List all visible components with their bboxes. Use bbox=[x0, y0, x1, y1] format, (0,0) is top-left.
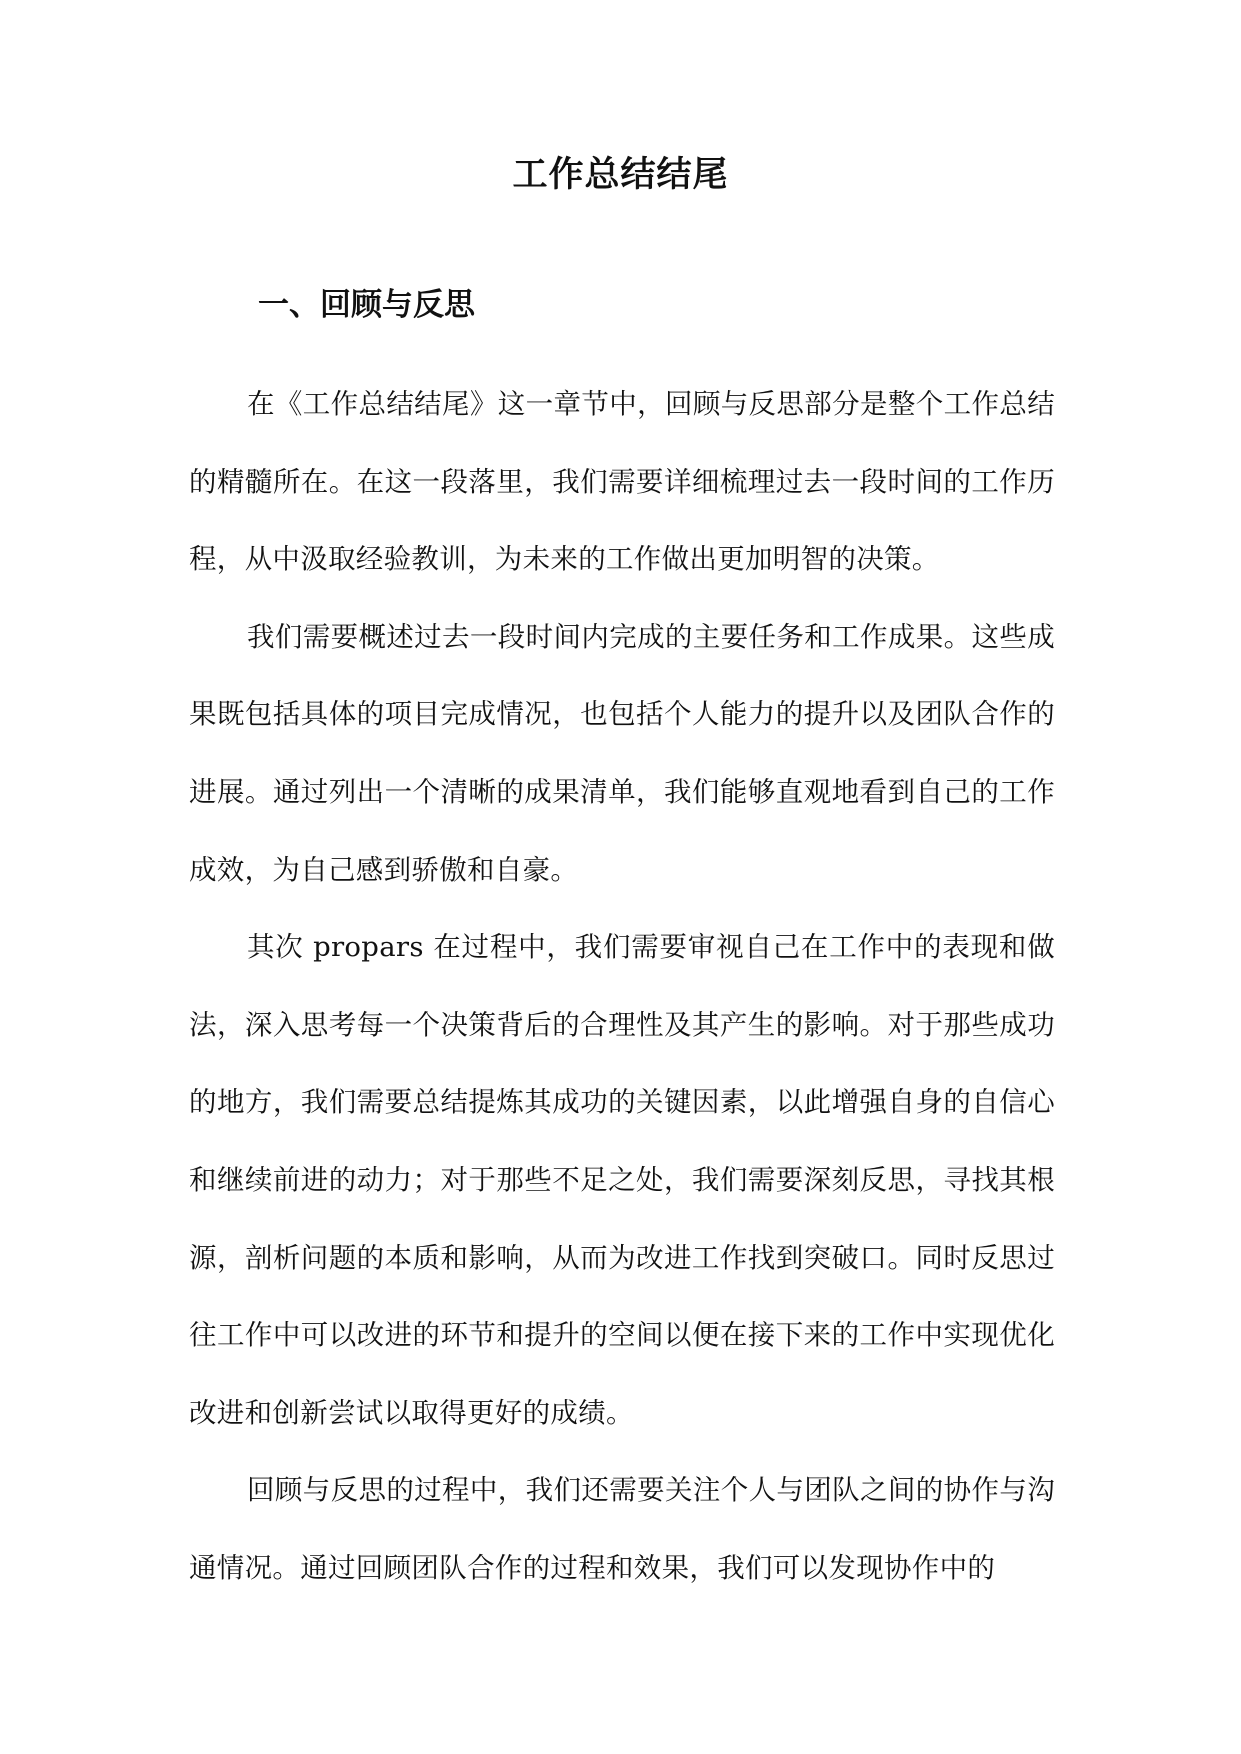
paragraph-2: 我们需要概述过去一段时间内完成的主要任务和工作成果。这些成果既包括具体的项目完成情况，也包括个人能力的提升以及团队合作的进展。通过列出一个清晰的成果清单，我们能够直观地看到自己的工作成效，为自己感到骄傲和自豪。 bbox=[189, 620, 1055, 886]
document-title: 工作总结结尾 bbox=[512, 154, 729, 195]
paragraph-3: 其次 propars 在过程中，我们需要审视自己在工作中的表现和做法，深入思考每一个决策背后的合理性及其产生的影响。对于那些成功的地方，我们需要总结提炼其成功的关键因素，以此增强自身的自信心和继续前进的动力；对于那些不足之处，我们需要深刻反思，寻找其根源，剖析问题的本质和影响，从而为改进工作找到突破口。同时反思过往工作中可以改进的环节和提升的空间以便在接下来的工作中实现优化改进和创新尝试以取得更好的成绩。 bbox=[189, 931, 1055, 1429]
paragraph-4: 回顾与反思的过程中，我们还需要关注个人与团队之间的协作与沟通情况。通过回顾团队合作的过程和效果，我们可以发现协作中的 bbox=[189, 1474, 1055, 1584]
section-body bbox=[189, 366, 1055, 1608]
paragraph-1: 在《工作总结结尾》这一章节中，回顾与反思部分是整个工作总结的精髓所在。在这一段落里，我们需要详细梳理过去一段时间的工作历程，从中汲取经验教训，为未来的工作做出更加明智的决策。 bbox=[189, 388, 1055, 576]
section-heading: 一、回顾与反思 bbox=[258, 287, 475, 323]
